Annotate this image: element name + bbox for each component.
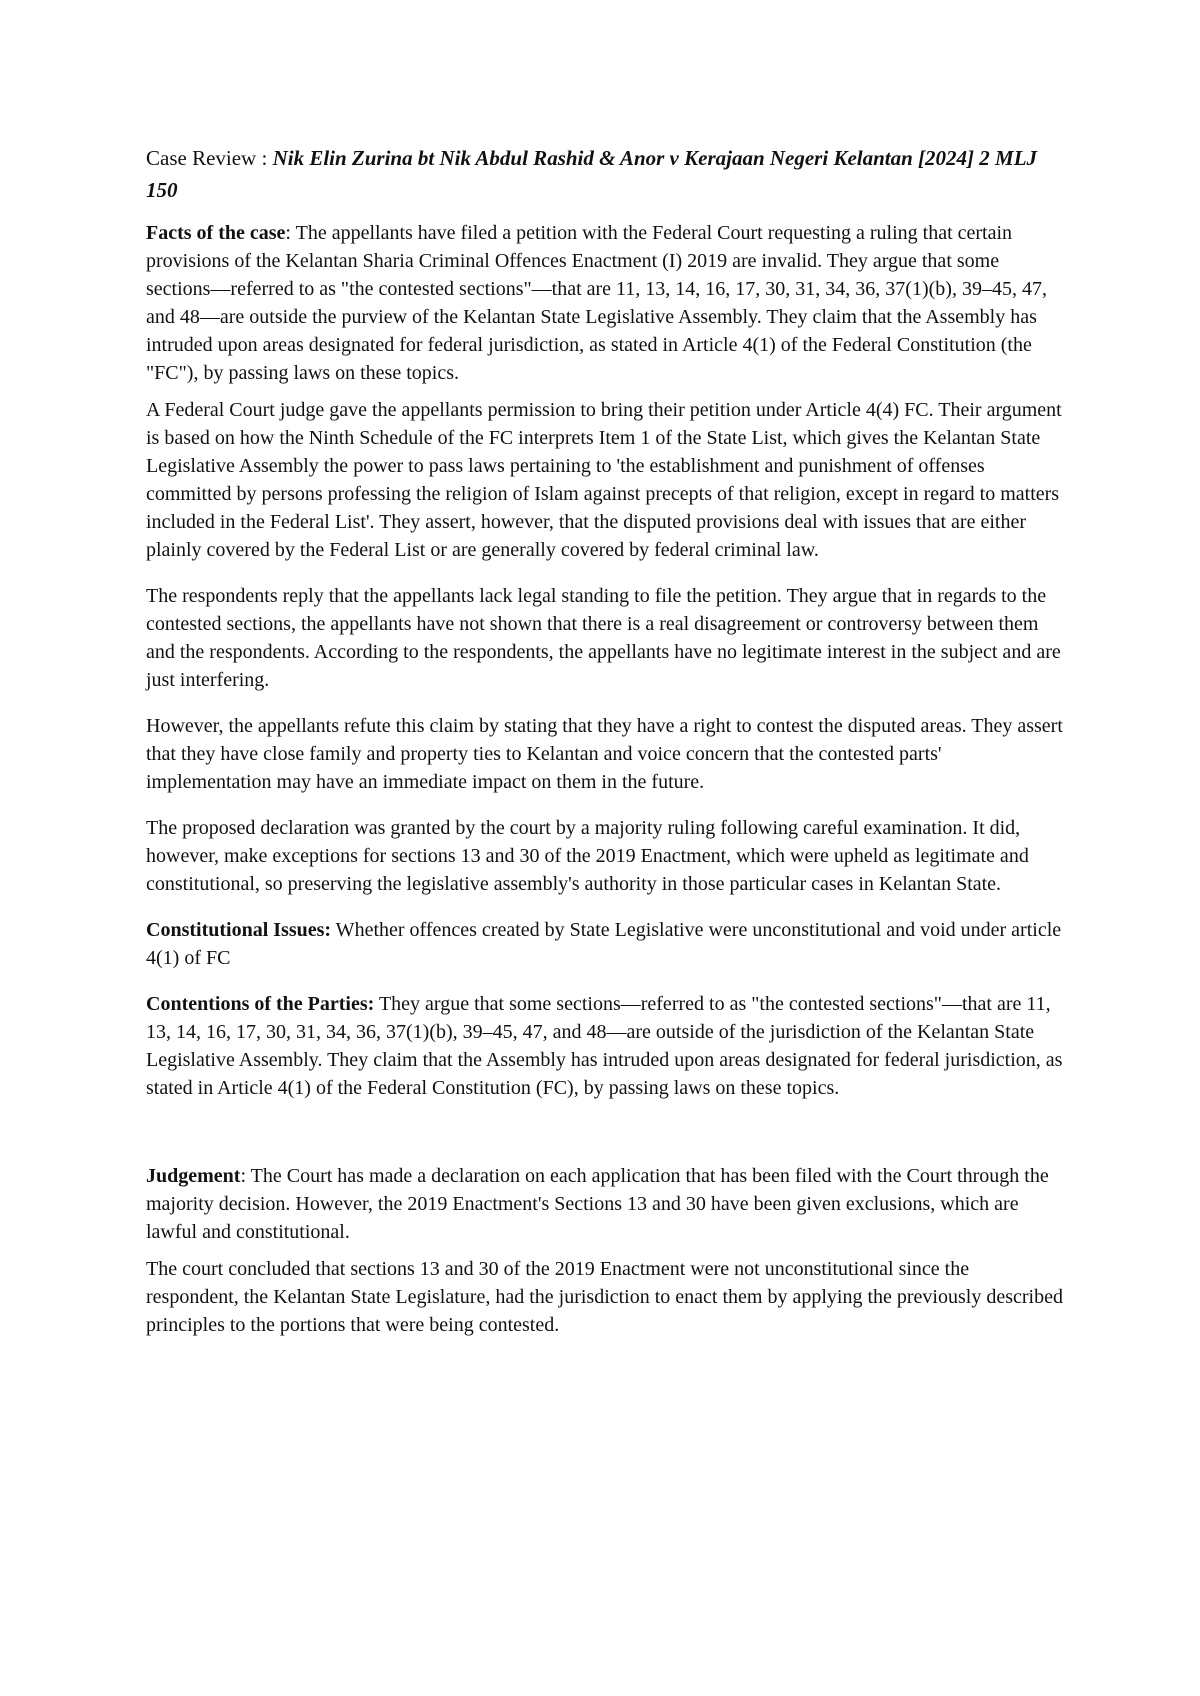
facts-label: Facts of the case [146, 222, 286, 244]
judgement-conclusion: The court concluded that sections 13 and 30 of the 2019 Enactment were not unconstitutional since the respondent, the Kelantan State Legislature, had the jurisdiction to enact them by applying the previously described principles to the portions that were being contested. [146, 1258, 1063, 1336]
constitutional-issues [146, 916, 1066, 972]
facts-separator: : [285, 222, 296, 244]
facts-paragraph-3: The respondents reply that the appellants lack legal standing to file the petition. They argue that in regards to the contested sections, the appellants have not shown that there is a real disagreement or controversy between them and the respondents. According to the respondents, the appellants have no legitimate interest in the subject and are just interfering. [146, 585, 1061, 691]
facts-text-1: The appellants have filed a petition with the Federal Court requesting a ruling that certain provisions of the Kelantan Sharia Criminal Offences Enactment (I) 2019 are invalid. They argue that some sections—referred to as "the contested sections"—that are 11, 13, 14, 16, 17, 30, 31, 34, 36, 37(1)(b), 39–45, 47, and 48—are outside the purview of the Kelantan State Legislative Assembly. They claim that the Assembly has intruded upon areas designated for federal jurisdiction, as stated in Article 4(1) of the Federal Constitution (the "FC"), by passing laws on these topics. [146, 222, 1047, 384]
facts-paragraph-5: The proposed declaration was granted by the court by a majority ruling following careful examination. It did, however, make exceptions for sections 13 and 30 of the 2019 Enactment, which were upheld as legitimate and constitutional, so preserving the legislative assembly's authority in those particular cases in Kelantan State. [146, 817, 1029, 895]
issues-text: Whether offences created by State Legislative were unconstitutional and void under article 4(1) of FC [146, 919, 1062, 969]
case-title-prefix: Case Review : [146, 146, 273, 170]
judgement-label: Judgement [146, 1165, 241, 1187]
contentions-label: Contentions of the Parties: [146, 993, 375, 1015]
issues-label: Constitutional Issues: [146, 919, 332, 941]
case-name: Nik Elin Zurina bt Nik Abdul Rashid & Anor v Kerajaan Negeri Kelantan [2024] 2 MLJ 150 [146, 146, 1038, 202]
document-body [146, 142, 1066, 1339]
case-title [146, 142, 1066, 206]
judgement-text: : The Court has made a declaration on each application that has been filed with the Court through the majority decision. However, the 2019 Enactment's Sections 13 and 30 have been given exclusions, which are lawful and constitutional. [146, 1165, 1049, 1243]
facts-paragraph-2: A Federal Court judge gave the appellants permission to bring their petition under Article 4(4) FC. Their argument is based on how the Ninth Schedule of the FC interprets Item 1 of the State List, which gives the Kelantan State Legislative Assembly the power to pass laws pertaining to 'the establishment and punishment of offenses committed by persons professing the religion of Islam against precepts of that religion, except in regard to matters included in the Federal List'. They assert, however, that the disputed provisions deal with issues that are either plainly covered by the Federal List or are generally covered by federal criminal law. [146, 399, 1062, 561]
facts-paragraph-4: However, the appellants refute this claim by stating that they have a right to contest the disputed areas. They assert that they have close family and property ties to Kelantan and voice concern that the contested parts' implementation may have an immediate impact on them in the future. [146, 715, 1063, 793]
judgement [146, 1162, 1066, 1246]
contentions-text: They argue that some sections—referred to as "the contested sections"—that are 11, 13, 14, 16, 17, 30, 31, 34, 36, 37(1)(b), 39–45, 47, and 48—are outside of the jurisdiction of the Kelantan State Legislative Assembly. They claim that the Assembly has intruded upon areas designated for federal jurisdiction, as stated in Article 4(1) of the Federal Constitution (FC), by passing laws on these topics. [146, 993, 1063, 1099]
contentions-of-parties [146, 990, 1066, 1102]
facts-paragraph-1 [146, 219, 1066, 387]
